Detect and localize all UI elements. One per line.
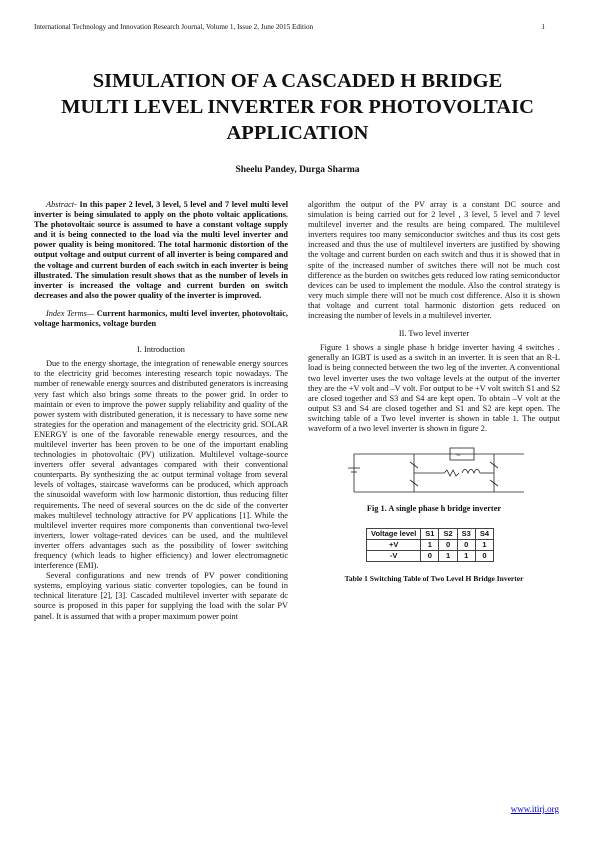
intro-para-2: Several configurations and new trends of PV power conditioning systems, employing various static converter topologies, can be found in technical literature [2], [3]. Cascaded multilevel inverter with separate dc source is proposed in this paper for supplying the load with the solar PV panel. It is assumed that with a proper maximum power point — [34, 571, 288, 621]
abstract-text: In this paper 2 level, 3 level, 5 level and 7 level multi level inverter is being simulated to apply on the photo voltaic applications. The photovoltaic source is assumed to have a constant voltage supply and it is being connected to the load via the multi level inverter and power quality is being monitored. The total harmonic distortion of the output voltage and output current of all inverter is being compared and the voltage and current burden of each switch in each inverter is being illustrated. The simulation result shows that as the number of levels in inverter is increased the voltage and current burden on switch decreases and also the power quality of the inverter is improved. — [34, 200, 289, 300]
journal-header: International Technology and Innovation Research Journal, Volume 1, Issue 2, June 2015 Edition — [34, 23, 314, 31]
table-row — [367, 551, 494, 562]
table-row — [367, 540, 494, 551]
table-cell: 0 — [439, 540, 457, 551]
figure-1 — [308, 446, 560, 500]
paper-title — [30, 68, 565, 146]
title-line-1: SIMULATION OF A CASCADED H BRIDGE — [92, 70, 503, 92]
section-2-para-1: Figure 1 shows a single phase h bridge inverter having 4 switches . generally an IGBT is used as a switch in an inverter. It is seen that an R-L load is being connected between the two leg of the inverter. A conventional two level inverter uses the two voltage levels at the output of the inverter they are the +V volt and –V volt. For output to be +V volt switch S1 and S2 are closed together and S3 and S4 are kept open. To obtain –V volt at the output S3 and S4 are closed together and S1 and S2 are kept open. The switching table of a Two level inverter is shown in table 1. The output waveform of a two level inverter is shown in figure 2. — [308, 343, 560, 433]
table-header-cell: S2 — [439, 529, 457, 540]
right-column — [308, 200, 560, 585]
table-1-caption: Table 1 Switching Table of Two Level H Bridge Inverter — [344, 574, 524, 584]
index-terms-text: Current harmonics, multi level inverter, photovoltaic, voltage harmonics, voltage burden — [34, 308, 288, 329]
table-header-cell: Voltage level — [367, 529, 421, 540]
page-number: 1 — [541, 23, 545, 31]
table-header-cell: S4 — [475, 529, 493, 540]
table-header-cell: S3 — [457, 529, 475, 540]
index-terms — [34, 309, 288, 329]
section-2-heading: II. Two level inverter — [398, 329, 470, 339]
figure-1-caption: Fig 1. A single phase h bridge inverter — [366, 504, 502, 514]
table-cell: 0 — [421, 551, 439, 562]
h-bridge-circuit-icon — [344, 446, 544, 500]
authors: Sheelu Pandey, Durga Sharma — [235, 165, 360, 175]
table-cell: -V — [367, 551, 421, 562]
table-cell: 1 — [421, 540, 439, 551]
table-cell: 1 — [457, 551, 475, 562]
footer-link[interactable]: www.itirj.org — [510, 804, 559, 814]
table-cell: 0 — [457, 540, 475, 551]
section-1-heading: I. Introduction — [137, 345, 185, 355]
abstract-label: Abstract- — [46, 200, 77, 209]
table-header-cell: S1 — [421, 529, 439, 540]
switching-table — [366, 528, 494, 562]
table-cell: 0 — [475, 551, 493, 562]
table-cell: 1 — [475, 540, 493, 551]
table-cell: +V — [367, 540, 421, 551]
svg-text:~: ~ — [456, 452, 462, 460]
intro-para-1: Due to the energy shortage, the integration of renewable energy sources to the electricity grid becomes interesting research topic nowadays. The number of renewable energy sources and distributed generators is increasing very fast which also brings some threats to the power grid. In order to maintain or even to improve the power supply reliability and quality of the power system with distributed generation, it is necessary to have some new strategies for the operation and management of the electricity grid. SOLAR ENERGY is one of the favorable renewable energy resources, and the multilevel inverter has been proven to be one of the important enabling technologies in photovoltaic (PV) utilization. Multilevel voltage-source inverters offer several advantages compared with their conventional counterparts. By synthesizing the ac output terminal voltage from several levels of voltages, staircase waveforms can be produced, which approach the sinusoidal waveform with low harmonic distortion, thus reducing filter requirements. The need of several sources on the dc side of the converter makes multilevel technology attractive for PV applications [1]. While the multilevel inverter requires more components than conventional two-level inverters, lower voltage-rated devices can be used, and the multilevel inverter offers advantages such as the possibility of lower switching frequency (which leads to higher efficiency) and lower electromagnetic interference (EMI). — [34, 359, 288, 571]
title-line-3: APPLICATION — [226, 122, 369, 144]
table-cell: 1 — [439, 551, 457, 562]
abstract — [34, 200, 288, 301]
title-line-2: MULTI LEVEL INVERTER FOR PHOTOVOLTAIC — [61, 96, 534, 118]
index-terms-label: Index Terms— — [46, 308, 95, 318]
right-continuation: algorithm the output of the PV array is a constant DC source and simulation is being carried out for 2 level , 3 level, 5 level and 7 level multilevel inverter and the results are being compared. The multilevel inverters requires too many semiconductor switches and thus its cost gets increased and thus the use of multilevel inverters are justified by showing the voltage and current burden on each switch and thus it is showed that in spite of the increased number of switches there will not be much cost difference as the burden on switches gets reduced low rating semiconductor devices can be used to implement the module. Also the control strategy is very much simple there will not be much cost difference. Also it is shown that voltage and current total harmonic distortion gets reduced on increasing the number of levels in a multilevel inverter. — [308, 200, 560, 321]
left-column — [34, 200, 288, 622]
table-header-row — [367, 529, 494, 540]
